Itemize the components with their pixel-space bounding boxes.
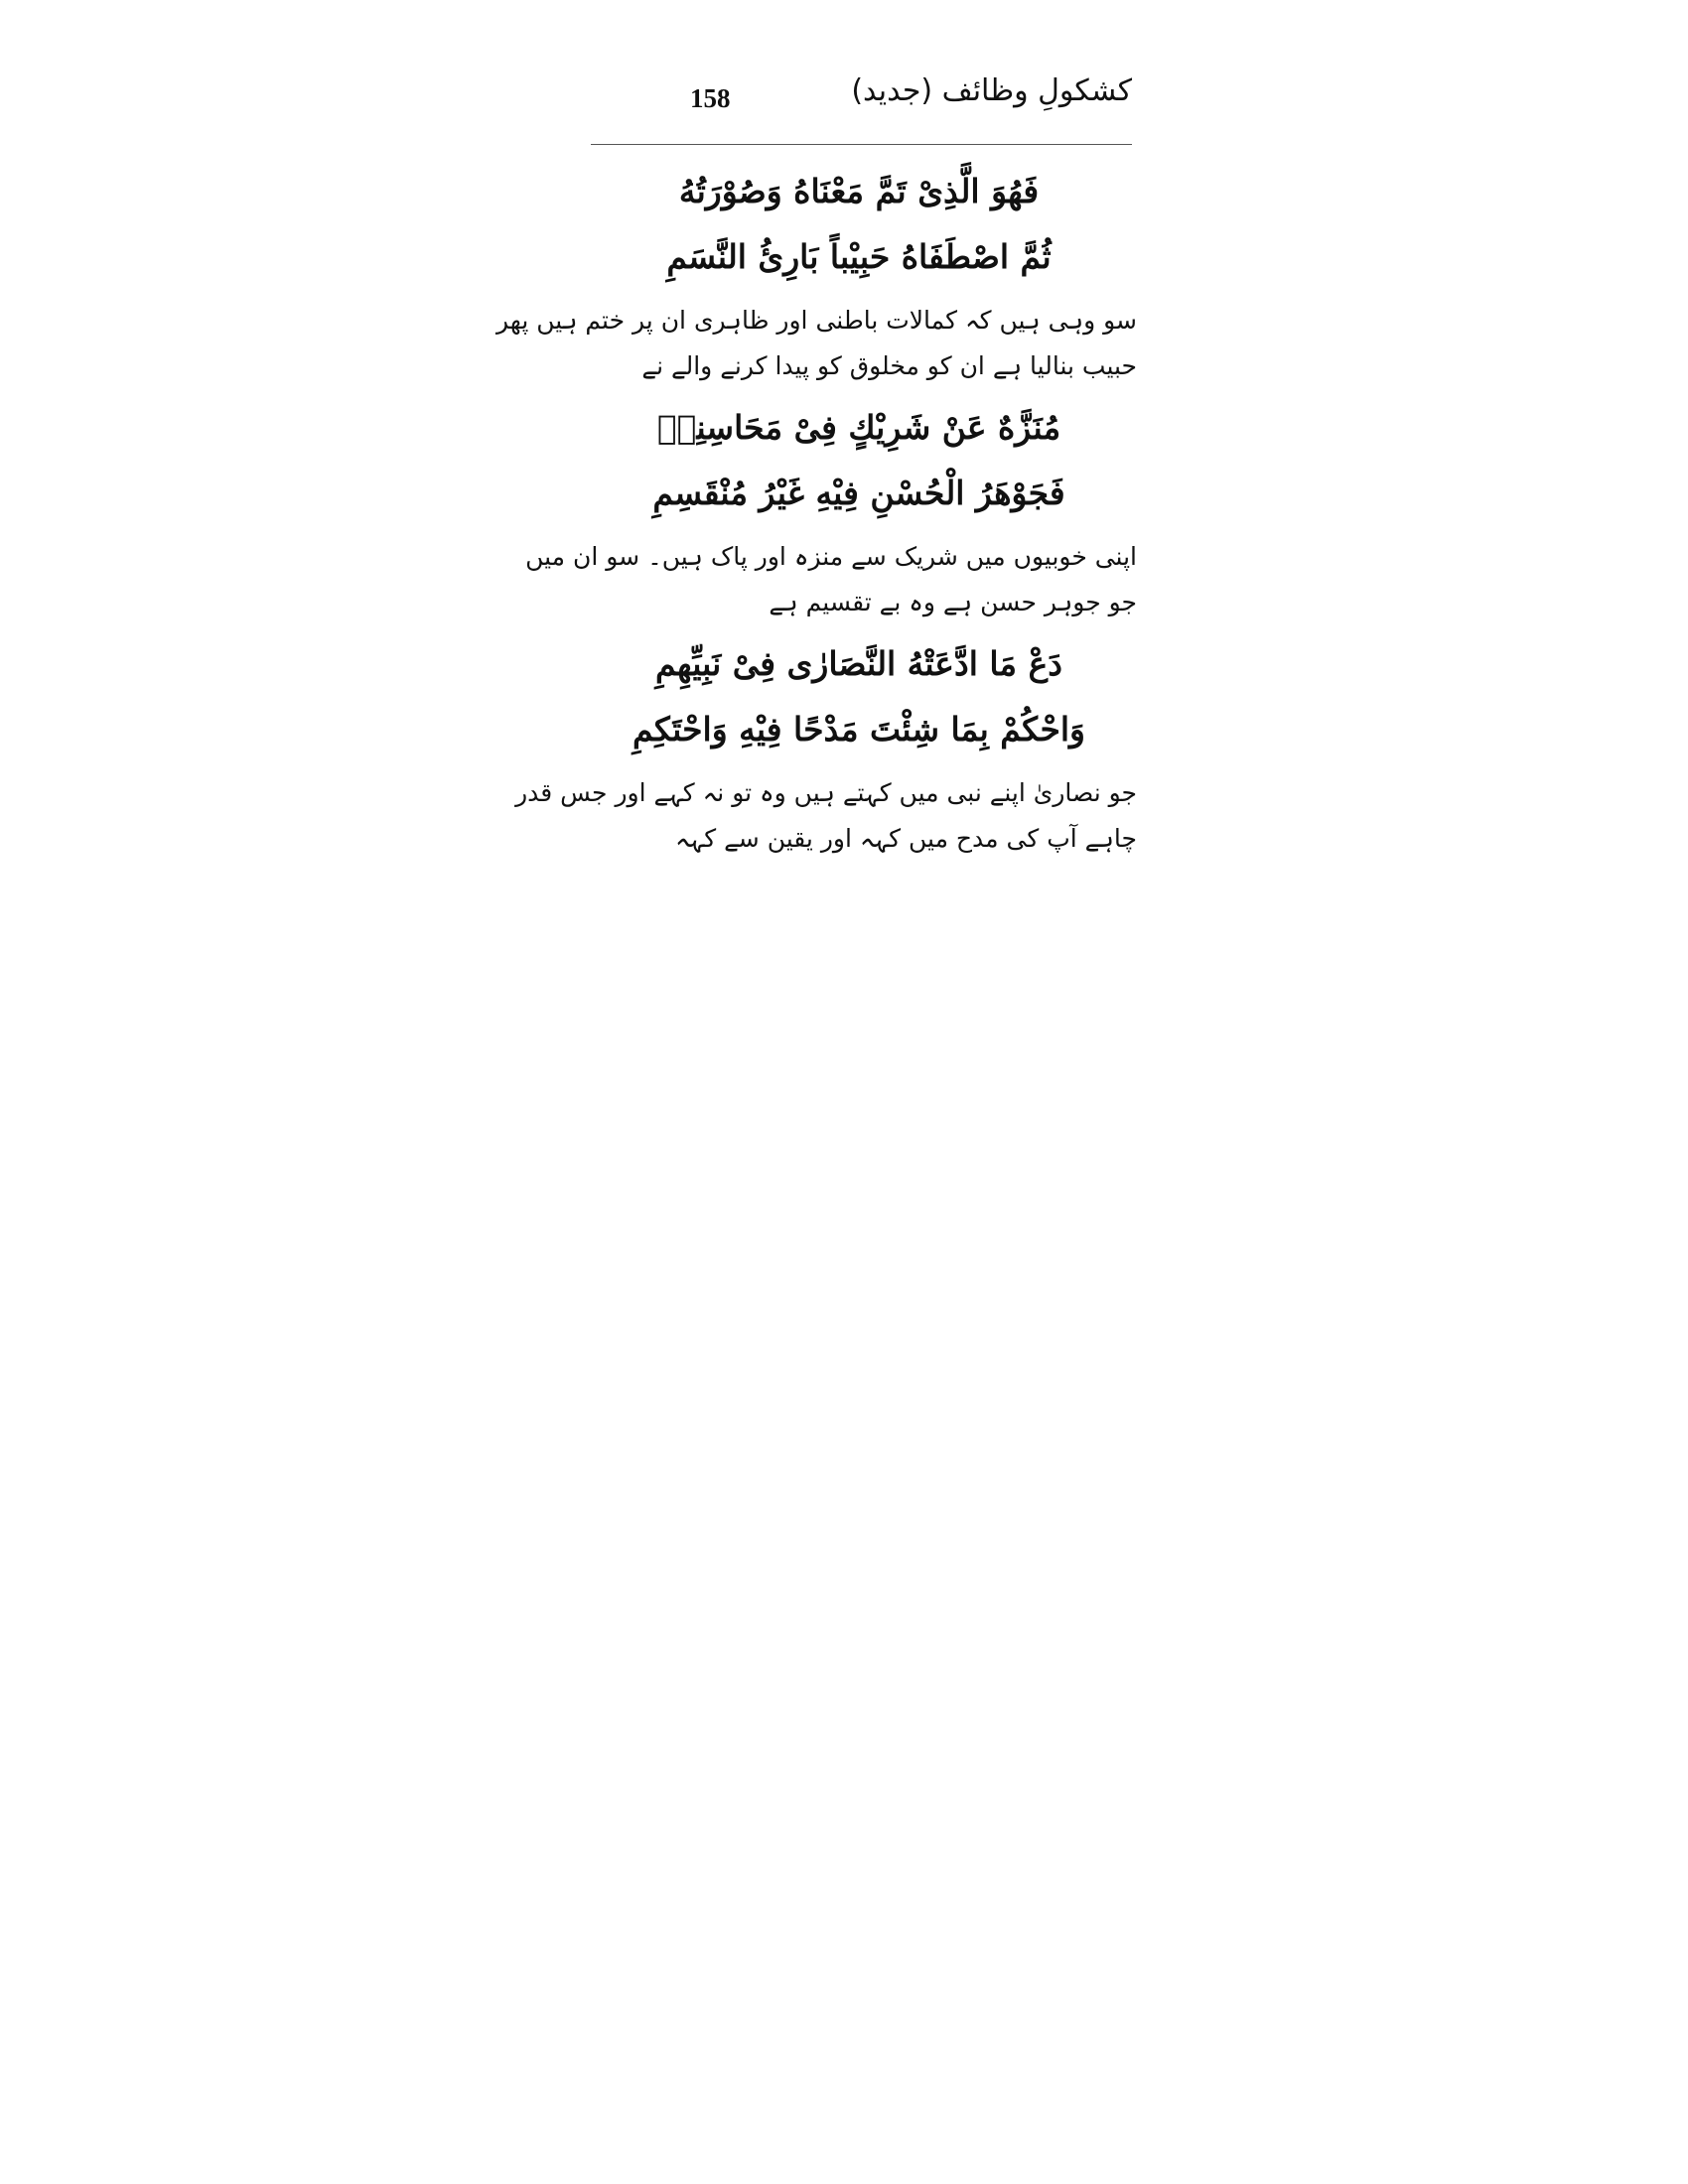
urdu-translation — [515, 770, 1137, 862]
translation-line: چاہے آپ کی مدح میں کہہ اور یقین سے کہہ — [675, 824, 1137, 853]
stanza-3 — [515, 631, 1137, 862]
arabic-verse: مُنَزَّهٌ عَنْ شَرِيْكٍ فِىْ مَحَاسِنِهٖ — [656, 408, 1061, 447]
stanza-2 — [525, 395, 1137, 625]
book-title: کشکولِ وظائف (جدید) — [851, 73, 1132, 108]
arabic-verse: ثُمَّ اصْطَفَاهُ حَبِيْباً بَارِئُ النَّسَمِ — [666, 237, 1052, 276]
translation-line: اپنی خوبیوں میں شریک سے منزہ اور پاک ہیں۔ سو ان میں — [525, 542, 1137, 571]
urdu-translation — [525, 534, 1137, 625]
arabic-verse: دَعْ مَا ادَّعَتْهُ النَّصَارٰى فِىْ نَبِيِّهِمِ — [655, 644, 1062, 683]
page-content — [496, 159, 1137, 868]
translation-line: جو جوہر حسن ہے وہ بے تقسیم ہے — [769, 588, 1137, 616]
page-number: 158 — [690, 83, 731, 113]
header-divider — [591, 144, 1132, 145]
stanza-1 — [496, 159, 1137, 389]
arabic-verse: وَاحْكُمْ بِمَا شِئْتَ مَدْحًا فِيْهِ وَاحْتَكِمِ — [633, 710, 1085, 749]
translation-line: سو وہی ہیں کہ کمالات باطنی اور ظاہری ان پر ختم ہیں پھر — [496, 306, 1137, 335]
translation-line: جو نصاریٰ اپنے نبی میں کہتے ہیں وہ تو نہ کہے اور جس قدر — [515, 778, 1137, 807]
arabic-verse: فَهُوَ الَّذِىْ تَمَّ مَعْنَاهُ وَصُوْرَتُهُ — [678, 172, 1040, 210]
page-header — [591, 69, 1132, 129]
urdu-translation — [496, 298, 1137, 389]
arabic-verse: فَجَوْهَرُ الْحُسْنِ فِيْهِ غَيْرُ مُنْقَسِمِ — [652, 474, 1065, 512]
translation-line: حبیب بنالیا ہے ان کو مخلوق کو پیدا کرنے والے نے — [641, 351, 1137, 380]
